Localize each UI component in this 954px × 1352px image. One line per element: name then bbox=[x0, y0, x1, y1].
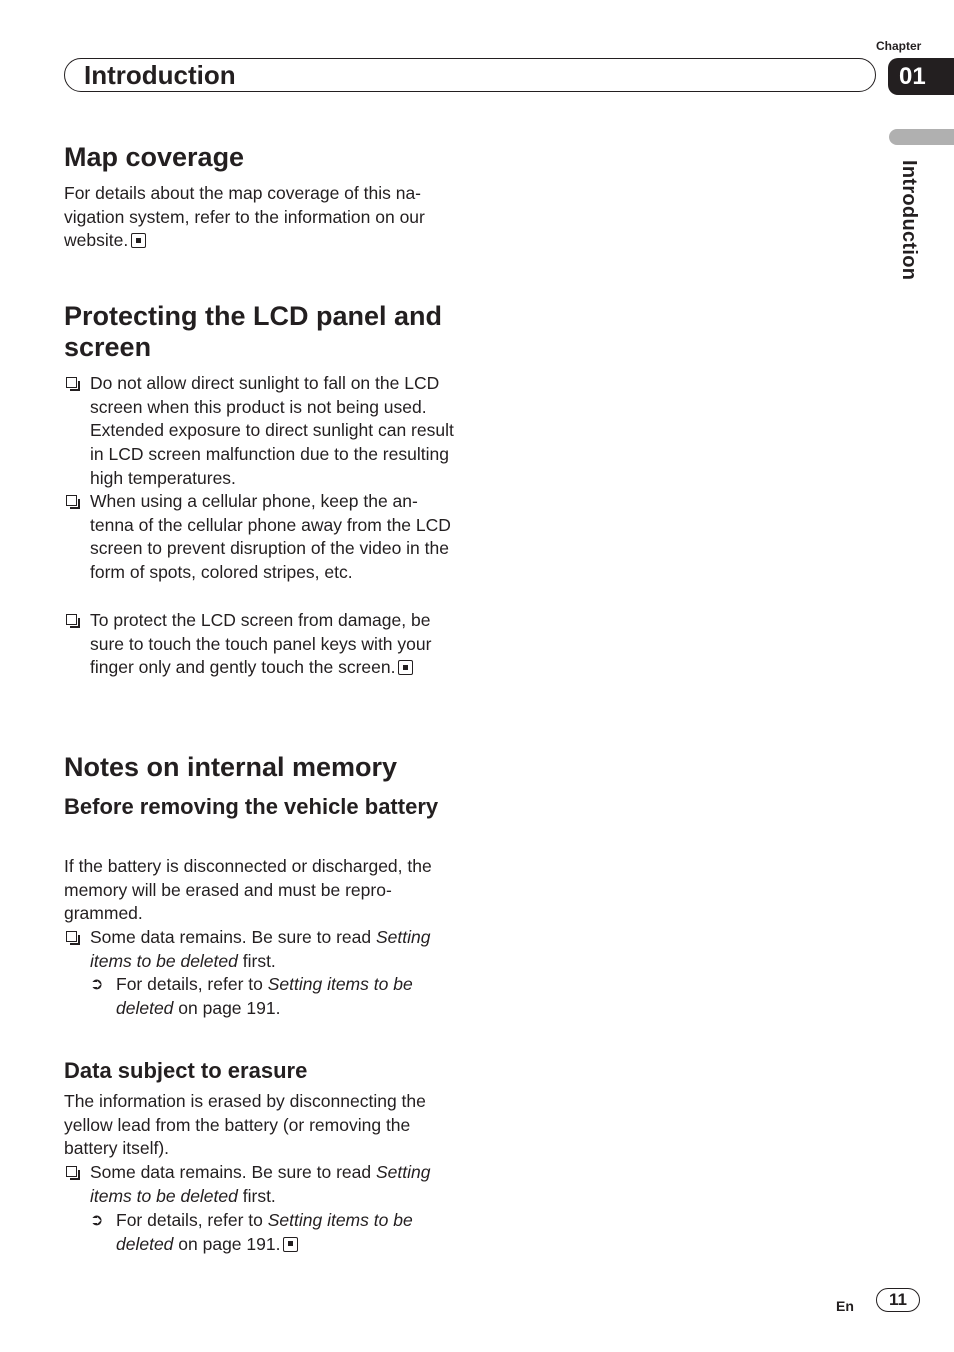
checkbox-bullet-icon bbox=[66, 1166, 77, 1177]
map-coverage-heading: Map coverage bbox=[64, 142, 245, 172]
end-mark-icon bbox=[398, 660, 413, 675]
end-mark-icon bbox=[283, 1237, 298, 1252]
chapter-number-tab: 01 bbox=[888, 58, 954, 95]
arrow-icon: ➲ bbox=[90, 976, 104, 993]
before-battery-body: If the battery is disconnected or discharged, the memory will be erased and must be repro-grammed. bbox=[64, 856, 432, 924]
checkbox-bullet-icon bbox=[66, 377, 77, 388]
checkbox-bullet-icon bbox=[66, 495, 77, 506]
list-item: Some data remains. Be sure to read Setting items to be deleted first. bbox=[90, 1161, 454, 1208]
list-item: Do not allow direct sunlight to fall on the LCD screen when this product is not being used. Extended exposure to direct sunlight can result in LCD screen malfunction due to the resulting high temperatures. bbox=[90, 372, 454, 491]
erasure-heading: Data subject to erasure bbox=[64, 1058, 308, 1083]
chapter-label: Chapter bbox=[876, 39, 922, 53]
list-item: Some data remains. Be sure to read Setting items to be deleted first. bbox=[90, 926, 454, 973]
checkbox-bullet-icon bbox=[66, 931, 77, 942]
checkbox-bullet-icon bbox=[66, 614, 77, 625]
sub-item: ➲ For details, refer to Setting items to be deleted on page 191. bbox=[90, 974, 413, 1018]
arrow-icon: ➲ bbox=[90, 1212, 104, 1229]
list-item: When using a cellular phone, keep the an-tenna of the cellular phone away from the LCD screen to prevent disruption of the video in the form of spots, colored stripes, etc. bbox=[90, 490, 454, 585]
header-title: Introduction bbox=[84, 60, 236, 90]
end-mark-icon bbox=[131, 233, 146, 248]
lcd-heading: Protecting the LCD panel and screen bbox=[64, 301, 443, 362]
map-coverage-body: For details about the map coverage of this na-vigation system, refer to the information on our website. bbox=[64, 183, 425, 251]
erasure-body: The information is erased by disconnecting the yellow lead from the battery (or removing the battery itself). bbox=[64, 1091, 426, 1159]
list-item: To protect the LCD screen from damage, be sure to touch the touch panel keys with your finger only and gently touch the screen. bbox=[90, 609, 454, 680]
footer-language: En bbox=[836, 1298, 854, 1314]
side-tab bbox=[889, 129, 954, 145]
memory-heading: Notes on internal memory bbox=[64, 752, 398, 782]
side-label: Introduction bbox=[898, 160, 920, 281]
page-number: 11 bbox=[876, 1288, 920, 1312]
sub-item: ➲ For details, refer to Setting items to be deleted on page 191. bbox=[90, 1210, 413, 1254]
before-battery-heading: Before removing the vehicle battery bbox=[64, 794, 439, 819]
